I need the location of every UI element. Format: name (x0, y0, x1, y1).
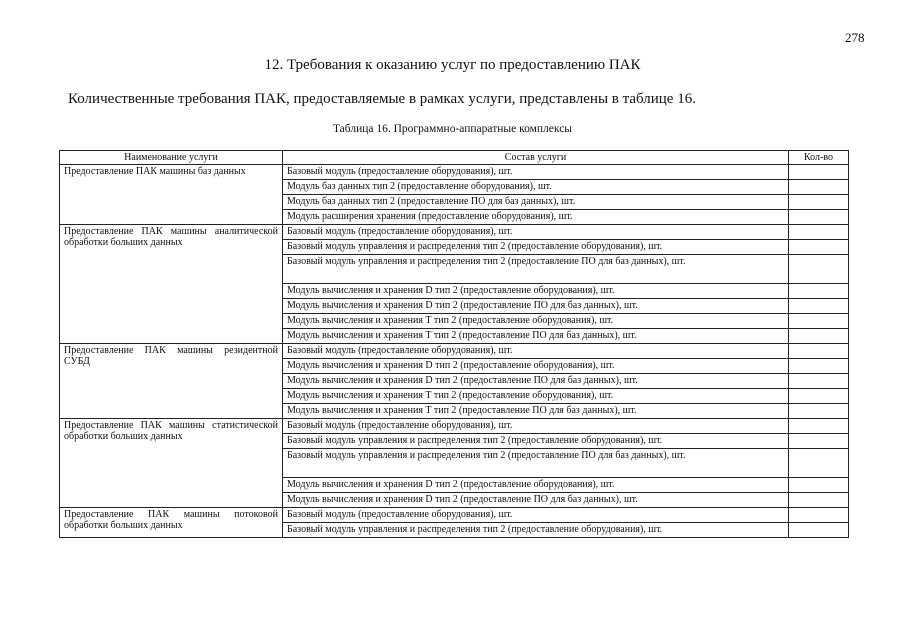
composition-cell: Модуль вычисления и хранения D тип 2 (предоставление оборудования), шт. (283, 284, 789, 299)
quantity-cell (789, 434, 849, 449)
quantity-cell (789, 180, 849, 195)
composition-cell: Модуль вычисления и хранения D тип 2 (предоставление ПО для баз данных), шт. (283, 299, 789, 314)
quantity-cell (789, 210, 849, 225)
quantity-cell (789, 314, 849, 329)
composition-cell: Базовый модуль управления и распределения тип 2 (предоставление ПО для баз данных), шт. (283, 255, 789, 284)
composition-cell: Базовый модуль (предоставление оборудования), шт. (283, 344, 789, 359)
composition-cell: Модуль вычисления и хранения D тип 2 (предоставление ПО для баз данных), шт. (283, 493, 789, 508)
quantity-cell (789, 255, 849, 284)
intro-text: Количественные требования ПАК, предоставляемые в рамках услуги, представлены в таблице 16. (68, 91, 696, 107)
page-number: 278 (845, 30, 865, 45)
quantity-cell (789, 404, 849, 419)
composition-cell: Модуль вычисления и хранения D тип 2 (предоставление ПО для баз данных), шт. (283, 374, 789, 389)
table-row (60, 419, 849, 434)
composition-cell: Модуль вычисления и хранения T тип 2 (предоставление ПО для баз данных), шт. (283, 404, 789, 419)
service-name-cell: Предоставление ПАК машины статистической обработки больших данных (60, 419, 283, 508)
service-name-cell: Предоставление ПАК машины потоковой обработки больших данных (60, 508, 283, 538)
table-row (60, 508, 849, 523)
composition-cell: Базовый модуль (предоставление оборудования), шт. (283, 225, 789, 240)
composition-cell: Модуль баз данных тип 2 (предоставление оборудования), шт. (283, 180, 789, 195)
composition-cell: Модуль вычисления и хранения T тип 2 (предоставление оборудования), шт. (283, 314, 789, 329)
section-heading: 12. Требования к оказанию услуг по предоставлению ПАК (264, 57, 641, 73)
services-table (59, 150, 849, 538)
quantity-cell (789, 478, 849, 493)
service-name-cell: Предоставление ПАК машины баз данных (60, 165, 283, 225)
table-row (60, 165, 849, 180)
composition-cell: Модуль вычисления и хранения D тип 2 (предоставление оборудования), шт. (283, 478, 789, 493)
composition-cell: Модуль вычисления и хранения D тип 2 (предоставление оборудования), шт. (283, 359, 789, 374)
composition-cell: Базовый модуль (предоставление оборудования), шт. (283, 508, 789, 523)
quantity-cell (789, 389, 849, 404)
composition-cell: Базовый модуль управления и распределения тип 2 (предоставление оборудования), шт. (283, 240, 789, 255)
table-caption: Таблица 16. Программно-аппаратные комплексы (332, 123, 573, 135)
quantity-cell (789, 284, 849, 299)
quantity-cell (789, 195, 849, 210)
quantity-cell (789, 299, 849, 314)
composition-cell: Базовый модуль (предоставление оборудования), шт. (283, 419, 789, 434)
composition-cell: Базовый модуль управления и распределения тип 2 (предоставление оборудования), шт. (283, 523, 789, 538)
composition-cell: Модуль баз данных тип 2 (предоставление ПО для баз данных), шт. (283, 195, 789, 210)
composition-cell: Модуль расширения хранения (предоставление оборудования), шт. (283, 210, 789, 225)
column-header-composition: Состав услуги (283, 151, 789, 165)
service-name-cell: Предоставление ПАК машины аналитической обработки больших данных (60, 225, 283, 344)
quantity-cell (789, 449, 849, 478)
quantity-cell (789, 225, 849, 240)
quantity-cell (789, 329, 849, 344)
column-header-quantity: Кол-во (789, 151, 849, 165)
quantity-cell (789, 240, 849, 255)
quantity-cell (789, 523, 849, 538)
quantity-cell (789, 374, 849, 389)
composition-cell: Базовый модуль (предоставление оборудования), шт. (283, 165, 789, 180)
table-row (60, 344, 849, 359)
quantity-cell (789, 359, 849, 374)
quantity-cell (789, 419, 849, 434)
composition-cell: Базовый модуль управления и распределения тип 2 (предоставление оборудования), шт. (283, 434, 789, 449)
composition-cell: Модуль вычисления и хранения T тип 2 (предоставление ПО для баз данных), шт. (283, 329, 789, 344)
quantity-cell (789, 493, 849, 508)
quantity-cell (789, 508, 849, 523)
table-row (60, 225, 849, 240)
column-header-service: Наименование услуги (60, 151, 283, 165)
composition-cell: Модуль вычисления и хранения T тип 2 (предоставление оборудования), шт. (283, 389, 789, 404)
composition-cell: Базовый модуль управления и распределения тип 2 (предоставление ПО для баз данных), шт. (283, 449, 789, 478)
table-header-row (60, 151, 849, 165)
service-name-cell: Предоставление ПАК машины резидентной СУБД (60, 344, 283, 419)
quantity-cell (789, 344, 849, 359)
quantity-cell (789, 165, 849, 180)
